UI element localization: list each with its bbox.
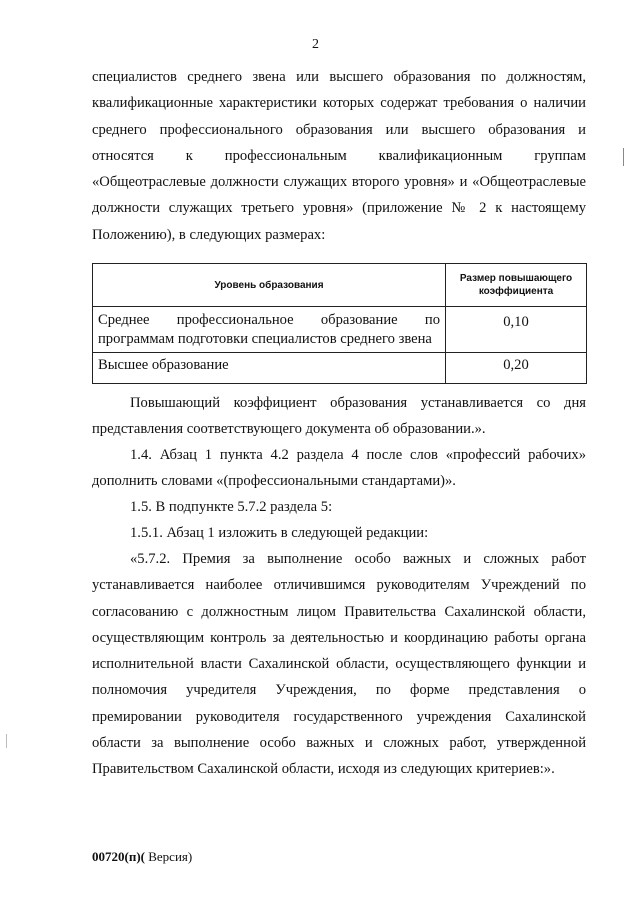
row-education-level: Среднее профессиональное образование по программам подготовки специалистов среднего звена (93, 307, 446, 353)
item-1-5-paragraph: 1.5. В подпункте 5.7.2 раздела 5: (130, 499, 333, 515)
document-code (92, 849, 192, 865)
scan-edge-mark (623, 148, 624, 166)
document-code-number: 00720(п)( (92, 849, 145, 864)
intro-paragraph: специалистов среднего звена или высшего образования по должностям, квалификационные характеристики которых содержат требования о наличии среднего профессионального образования или высшего образования и относятся к профессиональным квалификационным группам «Общеотраслевые должности служащих второго уровня» и «Общеотраслевые должности служащих третьего уровня» (приложение № 2 к настоящему Положению), в следующих размерах: (92, 69, 586, 243)
row-coefficient-value: 0,20 (446, 353, 587, 384)
item-1-4-paragraph: 1.4. Абзац 1 пункта 4.2 раздела 4 после слов «профессий рабочих» дополнить словами «(профессиональными стандартами)». (92, 447, 586, 490)
table-row (93, 353, 587, 384)
document-code-version: Версия) (144, 849, 193, 864)
quote-5-7-2-paragraph: «5.7.2. Премия за выполнение особо важных и сложных работ устанавливается наиболее отличившимся руководителям Учреждений по согласованию с должностным лицом Правительства Сахалинской области, осуществляющим контроль за деятельностью и координацию работы органа исполнительной власти Сахалинской области, осуществляющего функции и полномочия учредителя Учреждения, по форме представления о премировании руководителя государственного учреждения Сахалинской области за выполнение особо важных и сложных работ, утвержденной Правительством Сахалинской области, исходя из следующих критериев:». (92, 551, 586, 778)
table-header-row (93, 264, 587, 307)
row-coefficient-value: 0,10 (446, 307, 587, 353)
page-number: 2 (312, 37, 319, 52)
header-education-level: Уровень образования (93, 264, 446, 307)
education-coefficient-table (92, 263, 587, 384)
coefficient-paragraph: Повышающий коэффициент образования устанавливается со дня представления соответствующего документа об образовании.». (92, 395, 586, 438)
table-row (93, 307, 587, 353)
scan-edge-mark (6, 734, 7, 748)
item-1-5-1-paragraph: 1.5.1. Абзац 1 изложить в следующей редакции: (130, 525, 429, 541)
header-coefficient: Размер повышающего коэффициента (446, 264, 587, 307)
row-education-level: Высшее образование (93, 353, 446, 384)
